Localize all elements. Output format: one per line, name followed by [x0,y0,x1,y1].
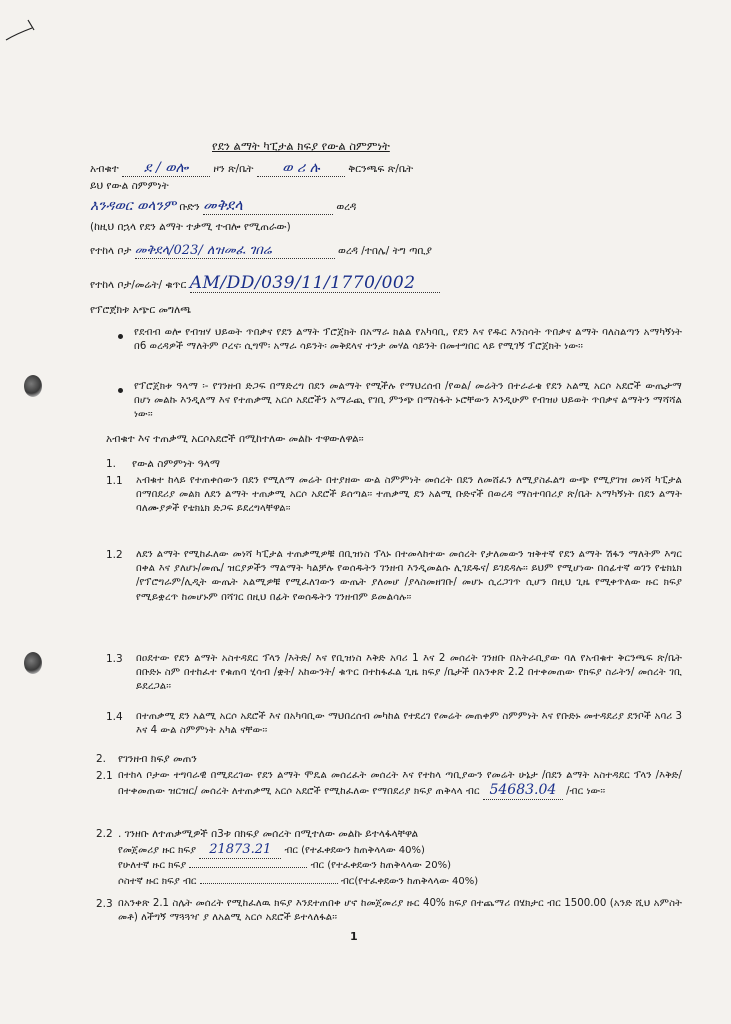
clause-2-3-text: በአንቀጽ 2.1 ስሌት መሰረት የሚከፈለዉ ክፍያ እንደተጠበቀ ሆኖ ከመጀመሪያ ዙር 40% ክፍያ በተጨማሪ በሄክታር ብር 1500.00 (አንድ ሺህ አምስት መቶ) ለችግኝ ማጓጓዣ ያ ለአልሚ አርሶ አደሮች ይተላለፋል፡፡ [118,898,682,924]
branch-handwritten-field [122,161,210,177]
section-1-heading: የውል ስምምነት ዓላማ [132,458,220,470]
clause-text: ለደን ልማት የሚከፈለው መነሻ ካፒታል ተጠቃሚዎቹ በቢዝነስ ፕላኑ በተመላከተው መሰረት የታለመውን ዝቅተኛ የደን ልማት ሽፋን ማለትም እግር በቀል እና ያለሆኑ/መጤ/ ዝርያዎችን ማልማት ካልቻሉ የወሰዱትን ገንዘብ እንዲመልሱ ሊገደዱና/ ይገደዳሉ፡፡ ይህም የሚሆነው በሰፊተኛ ወገን የቴክኒክ /የፕሮግራም/ሊዲት ውጤት አልሚዎቹ የሚፈለገውን ውጤት ያለመሆ /ያላስመዘገቡ/ መሆኑ ሲረጋገጥ ሲሆን በዚህ ጊዜ የሚቀጥለው ዙር ክፍያ የሚይቋረጥ ከመሆኑም በሻገር በዚህ በፊት የወሰዱትን ገንዘብም ይመልሳሉ፡፡ [136,549,682,603]
bullet-paragraph: የፕሮጀክቱ ዓላማ ፡- የገንዘብ ድጋፍ በማድረግ በደን መልማት የሚችሉ የማህረሰብ /የወል/ መሬትን በተራራቄ የደን አልሚ አርሶ አደሮች ውጤታማ በሆነ መልኩ እንዲለማ እና የተጠቃሚ አርሶ አደሮችን አማራጪ የገቢ ምንጭ በማስፋት ኑሮቸውን እንዲሁም የብዝሀ ህይወት ጥበቃና ልማትን ማሻሻል ነው፡፡ [134,381,682,421]
party-line-2: ይህ የውል ስምምነት [90,180,169,192]
clause-number: 1.3 [106,653,123,665]
clause-number: 2.2 [96,828,113,840]
payment-row-2 [118,859,451,873]
branch-handwriting: ደ / ወሎ [143,160,189,176]
pen-scratch-mark [2,14,42,44]
party-line-4: (ከዚህ በኋላ የደን ልማት ተቃሚ ተብሎ የሚጠራው) [90,221,291,233]
site-number-handwriting: AM/DD/039/11/1770/002 [189,273,416,293]
party-line-1 [90,161,413,177]
amount-handwritten-field [483,783,563,800]
document-title: የደን ልማት ካፒታል ክፍያ የውል ስምምነት [212,139,390,153]
site-handwritten-field [135,244,335,259]
group-handwritten-field [203,198,333,215]
office-handwriting: ወ ሪ ሉ [282,160,320,176]
label-planting-site: የተከላ ቦታ [90,245,132,257]
clause-text: አብቁተ ከላይ የተጠቀሰውን በደን የሚለማ መሬት በተያዘው ውል ስምምነት መሰረት በደን ለመሸፈን ለሚያስፈልግ ውጭ የሚያገዝ መነሻ ካፒታል በማበደሪያ መልክ ለደን ልማት ተጠቃሚ አርሶ አደሮች ይሰጣል፡፡ ተጠቃሚ ደን አልሚ ቡድኖች በወረዳ ማስተባበሪያ ጽ/ቤት አማካኝነት በደን ልማት ባለሙያዎች የቴክኒክ ድጋፍ ይደረግላቸዋል፡፡ [136,475,682,515]
clause-text: በዐደተው የደን ልማት አስተዳደር ፕላን /እትድ/ እና የቢዝነስ እቅድ አባሪ 1 እና 2 መሰረት ገንዘቡ በአትራቢያው ባለ የአብቁተ ቅርንጫፍ ጽ/ቤት በቡድኑ ስም በተከፈተ የቁጠባ ሂሳብ /ቋት/ አከውንት/ ቁጥር በተከፋፈል ጊዜ ክፍያ /ቤታች በአንቀጽ 2.2 በተቀመጠው የክፍያ ስራትን/ መሰረት ገቢ ይደረጋል፡፡ [136,653,682,693]
clause-2-1-text [118,769,682,800]
clause-number: 1.2 [106,549,123,561]
label-woreda-kebele: ወረዳ /ተበሌ/ ትግ ጣቢያ [338,245,432,257]
section-1-number: 1. [106,458,117,470]
clause-text: በተጠቃሚ ደን አልሚ አርሶ አደሮች እና በአካባቢው ማህበረሰብ መካከል የተደረገ የመሬት መጠቀም ስምምነት እና የቡድኑ መተዳደሪያ ደንቦች አባሪ 3 እና 4 ውል ስምምነት አካል ናቸው፡፡ [136,711,682,737]
clause-number: 1.1 [106,475,123,487]
party-line-3 [90,198,356,215]
section-2-heading: የገንዘብ ክፍያ መጠን [118,753,197,765]
punch-hole-icon [24,375,42,397]
label-site-number: የተከላ ቦታ/መሬት/ ቁጥር [90,279,187,291]
punch-hole-icon [24,652,42,674]
site-number-handwritten-field [189,273,440,293]
woreda-handwriting: መቅደላ [203,196,243,214]
label-zone-office: ዞን ጽ/ቤት [213,163,254,175]
bullet-icon [118,388,123,393]
label-branch-office: ቅርንጫፍ ጽ/ቤት [348,163,414,175]
clause-number: 2.1 [96,770,113,782]
payment-row-rest: ብር(የተፈቀደውን ከጠቅላላው 40%) [340,876,479,887]
bullet-paragraph: የደብብ ወሎ የብዝሃ ህይወት ጥበቃና የደን ልማት ፕሮጀክት በአማራ ክልል የአካባቢ, የደን እና የዱር እንስሳት ጥበቃና ልማት ባለስልጣን አማካኝነት በ6 ወረዳዎች ማለትም ቦረና፡ ሲግሞ፡ አማራ ሳይንት፡ መቅደላና ተንታ መሃል ሳይንት በመተግበር ላይ የሚገኝ ፕሮጀክት ነው፡፡ [134,327,682,353]
clause-2-1-tail: /ብር ነው፡፡ [566,786,606,798]
clause-2-2-intro: . ገንዘቡ ለተጠቃሚዎች በ3ቱ በክፍያ መሰረት በሚተለው መልኩ ይተላፋላቸዋል [118,828,419,840]
amount-handwriting: 54683.04 [489,782,557,799]
bullet-icon [118,334,123,339]
label-group: ቡድን [179,201,200,213]
project-summary-heading: የፕሮጀክቱ አጭር መግለጫ [90,304,192,316]
group-name-handwriting: እንዳወር ወላንም [90,198,176,214]
page-number: 1 [350,930,358,943]
clause-number: 1.4 [106,711,123,723]
payment-row-field [200,883,338,884]
label-woreda: ወረዳ [336,201,357,213]
section-2-number: 2. [96,753,107,765]
intro-line: አብቁተ እና ተጠቃሚ አርሶአደሮች በሚከተለው መልኩ ተዋውለዋል፡፡ [106,433,364,445]
party-line-5 [90,244,432,259]
clause-2-1-body: በተከላ ቦታው ተግባራዊ በሚደረገው የደን ልማት ሞዴል መሰረፈት መሰረት እና የተከላ ጣቢያውን የመሬት ሁኔታ /በደን ልማት አስተዳደር ፕላን /እቅድ/ በተቀመጠው ዝርዝር/ መሰረት ለተጠቃሚ አርሶ አደሮች የሚከፈለው የማበደሪያ ክፍያ ጠቅላላ ብር [118,770,682,798]
payment-row-3 [118,875,478,889]
payment-row-label: ሶስተኛ ዙር ክፍያ ብር [118,876,197,887]
payment-row-field [199,843,281,859]
office-handwritten-field [257,161,345,177]
label-abcuti: አብቁተ [90,163,119,175]
payment-row-field [189,867,307,868]
site-handwriting: መቅደላ/023/ ለዝመፈ ገበሬ [134,243,272,258]
payment-row-label: የሁለተኛ ዙር ክፍያ [118,860,187,871]
first-payment-handwriting: 21873.21 [209,842,272,857]
clause-number: 2.3 [96,898,113,910]
payment-row-1 [118,843,425,859]
party-line-6 [90,273,440,293]
payment-row-label: የመጀመሪያ ዙር ክፍያ [118,845,197,856]
payment-row-rest: ብር (የተፈቀደውን ከጠቅላላው 20%) [310,860,452,871]
payment-row-rest: ብር (የተፈቀደውን ከጠቅላላው 40%) [284,845,425,856]
